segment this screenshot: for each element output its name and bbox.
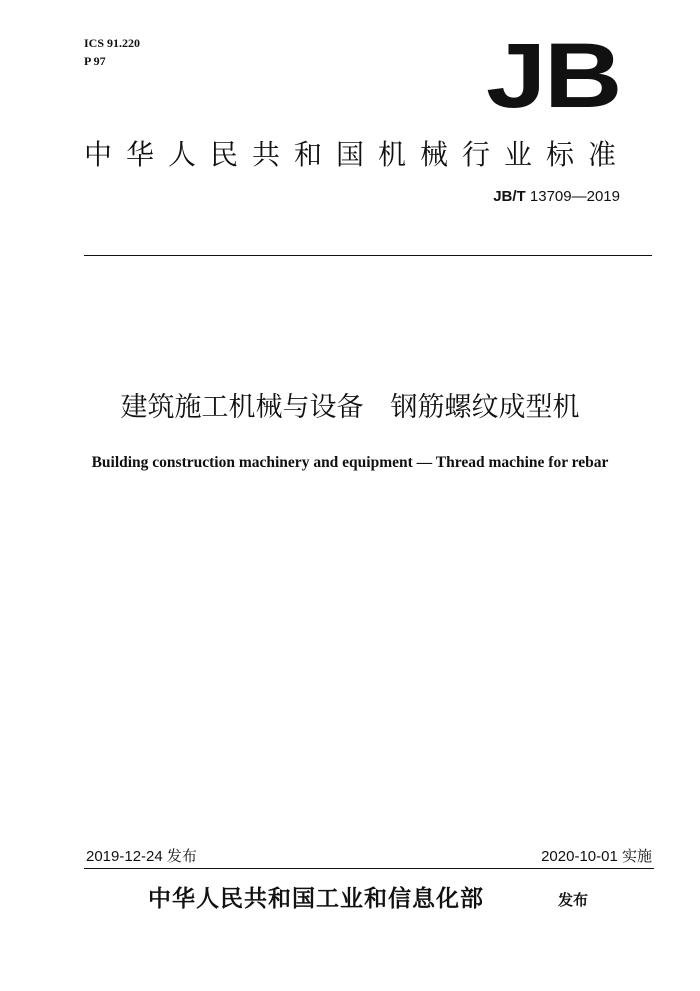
implementation-date: 2020-10-01 实施 [541,848,652,865]
classification-code: P 97 [84,54,106,68]
ics-code: ICS 91.220 [84,36,141,50]
jb-logo: JB [486,25,621,127]
publisher-suffix: 发布 [558,891,589,909]
bottom-divider [84,868,654,869]
top-divider [84,255,652,256]
issue-date: 2019-12-24 发布 [86,848,197,865]
publisher-name: 中华人民共和国工业和信息化部 [148,886,484,912]
standard-type-title: 中华人民共和国机械行业标准 [84,138,631,171]
document-title-cn: 建筑施工机械与设备 钢筋螺纹成型机 [120,392,580,423]
standard-code-prefix: JB/T [493,188,526,205]
standard-code-number: 13709—2019 [529,188,620,205]
standard-code [493,188,620,206]
document-title-en: Building construction machinery and equipment — Thread machine for rebar [91,454,609,471]
